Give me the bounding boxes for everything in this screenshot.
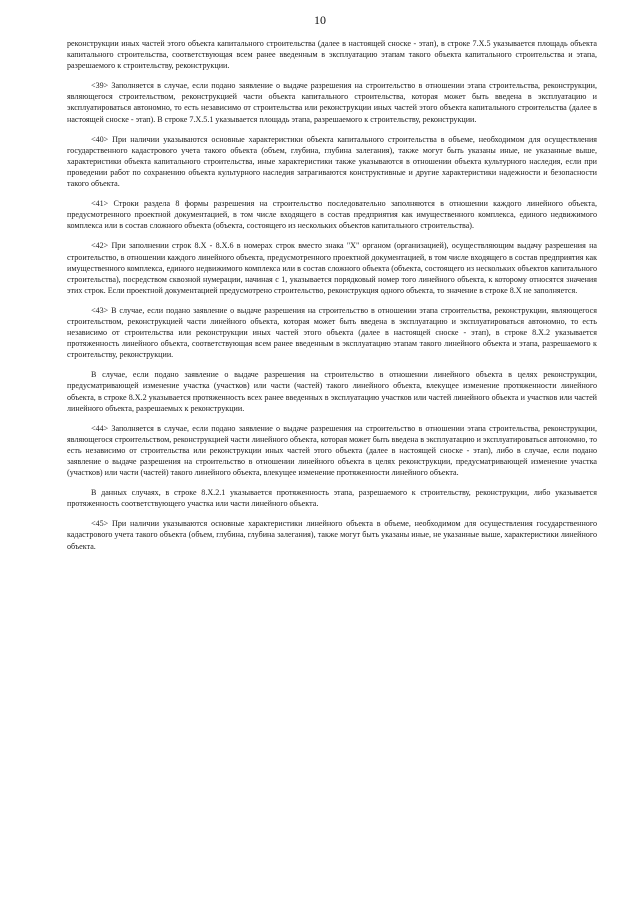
footnote-paragraph: В случае, если подано заявление о выдаче разрешения на строительство в отношении линейного объекта в целях реконструкции, предусматривающей изменение участка (участков) или части (частей) такого линейного объекта, влекущее изменение протяженности линейного объекта, в строке 8.Х.2 указывается протяженность всех ранее введенных в эксплуатацию участков или частей линейного объекта и участков или частей линейного объекта, разрешаемых к реконструкции. [67, 370, 597, 413]
footnote-paragraph: реконструкции иных частей этого объекта капитального строительства (далее в настоящей сноске - этап), в строке 7.Х.5 указывается площадь объекта капитального строительства, соответствующая всем ранее введенным в эксплуатацию этапам такого объекта капитального строительства и этапа, разрешаемого к строительству, реконструкции. [67, 39, 597, 71]
footnote-paragraph: <42> При заполнении строк 8.Х - 8.Х.6 в номерах строк вместо знака "Х" органом (организацией), осуществляющим выдачу разрешения на строительство, в отношении каждого линейного объекта, предусмотренного проектной документацией, в том числе входящего в состав предприятия как имущественного комплекса, единого недвижимого комплекса или в состав сложного объекта (объекта, состоящего из нескольких объектов капитального строительства), посредством сквозной нумерации, начиная с 1, указывается порядковый номер того линейного объекта, к которому относятся значения этих строк. Если проектной документацией предусмотрено строительство, реконструкция одного объекта, то значение в строке 8.Х не заполняется. [67, 241, 597, 295]
footnote-paragraph: <43> В случае, если подано заявление о выдаче разрешения на строительство в отношении этапа строительства, реконструкции, являющегося строительством, реконструкцией части линейного объекта, которая может быть введена в эксплуатацию и эксплуатироваться автономно, то есть независимо от строительства или реконструкции иных частей этого объекта (далее в настоящей сноске - этап), в строке 8.Х.2 указывается протяженность линейного объекта, соответствующая всем ранее введенным в эксплуатацию этапам такого линейного объекта и этапа, разрешаемого к строительству, реконструкции. [67, 305, 597, 360]
footnote-paragraph: <44> Заполняется в случае, если подано заявление о выдаче разрешения на строительство в отношении этапа строительства, реконструкции, являющегося строительством, реконструкцией части линейного объекта, которая может быть введена в эксплуатацию и эксплуатироваться автономно, то есть независимо от строительства или реконструкции иных частей этого объекта (далее в настоящей сноске - этап), либо в случае, если подано заявление о выдаче разрешения на строительство в отношении линейного объекта в целях реконструкции, предусматривающей изменение участка (участков) или части (частей) такого линейного объекта, влекущее изменение протяженности линейного объекта. [67, 423, 597, 478]
footnote-paragraph: <40> При наличии указываются основные характеристики объекта капитального строительства в объеме, необходимом для осуществления государственного кадастрового учета такого объекта (объем, глубина, глубина залегания), также могут быть указаны иные, не указанные выше, характеристики объекта капитального строительства, иные характеристики также указываются в отношении объекта культурного наследия, если при проведении работ по сохранению объекта культурного наследия затрагиваются конструктивные и другие характеристики надежности и безопасности такого объекта. [67, 134, 597, 189]
document-body [67, 38, 597, 561]
footnote-paragraph: <39> Заполняется в случае, если подано заявление о выдаче разрешения на строительство в отношении этапа строительства, реконструкции, являющегося строительством, реконструкцией части объекта капитального строительства, которая может быть введена в эксплуатацию и эксплуатироваться автономно, то есть независимо от строительства или реконструкции иных частей этого объекта капитального строительства (далее в настоящей сноске - этап). В строке 7.Х.5.1 указывается площадь этапа, разрешаемого к строительству, реконструкции. [67, 81, 597, 124]
page-number: 10 [314, 13, 326, 27]
footnote-paragraph: <41> Строки раздела 8 формы разрешения на строительство последовательно заполняются в отношении каждого линейного объекта, предусмотренного проектной документацией, в том числе входящего в состав предприятия как имущественного комплекса, единого недвижимого комплекса или в состав сложного объекта (объекта, состоящего из нескольких объектов капитального строительства). [67, 199, 597, 231]
footnote-paragraph: <45> При наличии указываются основные характеристики линейного объекта в объеме, необходимом для осуществления государственного кадастрового учета такого объекта (объем, глубина, глубина залегания), также могут быть указаны иные, не указанные выше, характеристики линейного объекта. [67, 519, 597, 551]
footnote-paragraph: В данных случаях, в строке 8.Х.2.1 указывается протяженность этапа, разрешаемого к строительству, реконструкции, либо указывается протяженность соответствующего участка или части линейного объекта. [67, 488, 597, 509]
